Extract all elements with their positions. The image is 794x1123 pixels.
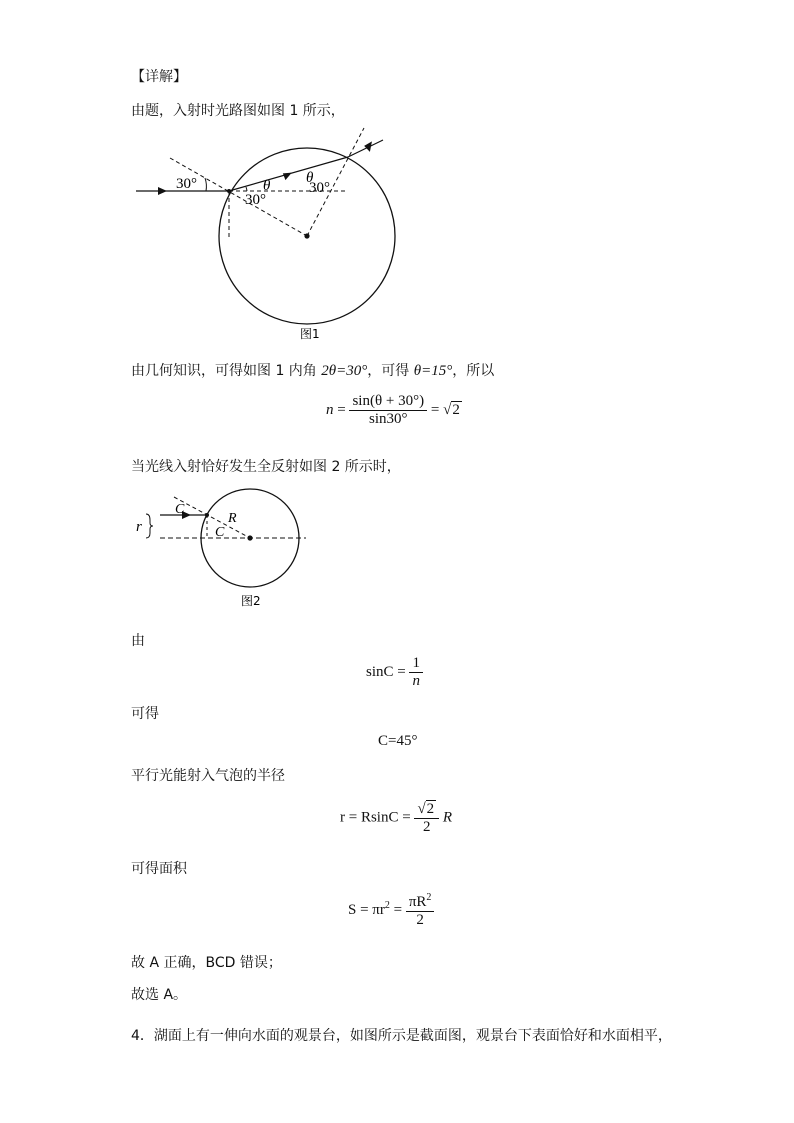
formula-sinC-denominator: n — [412, 673, 420, 689]
formula-S-exp: 2 — [384, 899, 390, 911]
geometry-eq1: 2θ=30° — [321, 363, 368, 379]
formula-n-lhs: n — [326, 401, 334, 418]
formula-sinC: sinC = $\frac{1}{n}$ — [366, 655, 423, 690]
geometry-prefix: 由几何知识，可得如图 1 内角 — [131, 363, 322, 379]
formula-r-num: 2 — [426, 801, 435, 817]
intro-text: 由题，入射时光路图如图 1 所示， — [131, 103, 345, 119]
next-question-text: 4．湖面上有一伸向水面的观景台，如图所示是截面图，观景台下表面恰好和水面相平， — [131, 1028, 672, 1044]
fig2-entry-dot — [205, 513, 209, 517]
fig2-normal — [174, 497, 250, 538]
fig1-label-30-right: 30° — [309, 180, 330, 196]
formula-n-rhs: 2 — [452, 401, 460, 418]
formula-r-lhs: r = RsinC = — [340, 809, 411, 826]
fig1-label-30-outer: 30° — [176, 176, 197, 192]
you-text: 由 — [131, 633, 145, 649]
kede-text: 可得 — [131, 706, 159, 722]
fig2-caption: 图2 — [241, 594, 261, 608]
total-reflection-text: 当光线入射恰好发生全反射如图 2 所示时， — [131, 459, 401, 475]
formula-r: r = RsinC = $\frac{√2}{2}$ R — [340, 801, 453, 835]
formula-C: C=45° — [378, 733, 418, 749]
formula-sinC-lhs: sinC — [366, 663, 394, 680]
formula-S — [348, 892, 434, 929]
formula-r-denominator: 2 — [423, 819, 431, 835]
fig1-label-30-inner: 30° — [245, 192, 266, 208]
formula-n-denominator: sin30° — [369, 411, 408, 427]
formula-S-num-exp: 2 — [426, 892, 432, 903]
formula-S-numerator: πR — [408, 894, 427, 910]
fig2-label-C-top: C — [175, 502, 185, 517]
conclusion-text: 故 A 正确，BCD 错误； — [131, 955, 282, 971]
formula-n: n = $\frac{\sin(\theta + 30^\circ)}{\sin 30^\circ}$ = √2 — [326, 393, 460, 427]
radius-text: 平行光能射入气泡的半径 — [131, 768, 285, 784]
fig1-label-theta-left: θ — [263, 178, 271, 194]
fig1-label-theta-right: θ — [306, 170, 314, 186]
answer-text: 故选 A。 — [131, 987, 188, 1003]
fig1-caption: 图1 — [300, 327, 320, 341]
formula-r-tail: R — [442, 809, 453, 826]
fig2-label-R: R — [228, 511, 237, 526]
formula-S-lhs: S = πr — [348, 901, 385, 918]
geometry-eq2: θ=15° — [413, 363, 453, 379]
geometry-mid: ，可得 — [367, 363, 414, 379]
formula-sinC-numerator: 1 — [409, 655, 423, 673]
formula-n-numerator: sin(θ + 30°) — [349, 393, 427, 411]
section-heading: 【详解】 — [131, 69, 187, 85]
fig2-label-C-bottom: C — [215, 525, 225, 540]
geometry-suffix: ，所以 — [452, 363, 495, 379]
fig2-label-r: r — [136, 519, 142, 535]
formula-S-eq: = — [393, 901, 403, 918]
area-text: 可得面积 — [131, 861, 187, 877]
fig2-center-dot — [247, 535, 252, 540]
formula-S-denominator: 2 — [416, 912, 424, 928]
